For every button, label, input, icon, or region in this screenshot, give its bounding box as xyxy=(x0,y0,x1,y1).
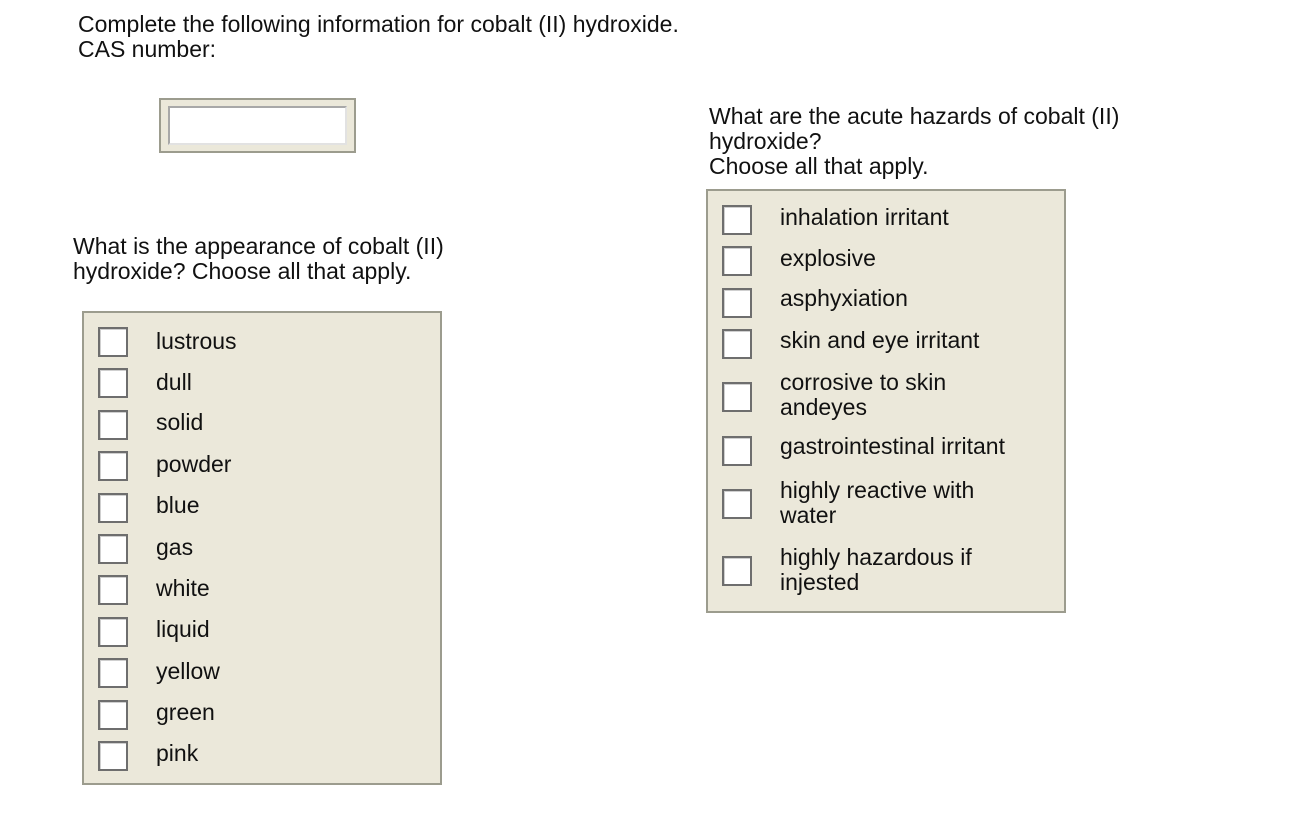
hazard-checkbox-hazardous-ingested[interactable] xyxy=(722,556,752,586)
appearance-checkbox-gas[interactable] xyxy=(98,534,128,564)
cas-number-field-frame xyxy=(159,98,356,153)
appearance-checkbox-yellow[interactable] xyxy=(98,658,128,688)
hazards-question-line-2: hydroxide? xyxy=(709,128,822,154)
hazard-option-label xyxy=(780,370,946,420)
appearance-option-label: solid xyxy=(156,409,204,435)
appearance-checkbox-solid[interactable] xyxy=(98,410,128,440)
appearance-checkbox-green[interactable] xyxy=(98,700,128,730)
hazard-option-label-line-1: explosive xyxy=(780,245,876,271)
appearance-option-label: powder xyxy=(156,451,232,477)
hazard-checkbox-reactive-water[interactable] xyxy=(722,489,752,519)
appearance-checkbox-dull[interactable] xyxy=(98,368,128,398)
hazard-option-label-line-1: corrosive to skin xyxy=(780,369,947,395)
appearance-option-label: white xyxy=(156,575,210,601)
appearance-checkbox-liquid[interactable] xyxy=(98,617,128,647)
hazard-option-label xyxy=(780,478,974,528)
appearance-question xyxy=(73,234,513,284)
hazard-option-label-line-1: asphyxiation xyxy=(780,285,908,311)
hazard-checkbox-skin-eye-irritant[interactable] xyxy=(722,329,752,359)
appearance-options-panel xyxy=(82,311,442,785)
appearance-checkbox-lustrous[interactable] xyxy=(98,327,128,357)
appearance-option-label: green xyxy=(156,699,215,725)
hazard-option-label-line-1: highly reactive with xyxy=(780,477,975,503)
hazards-question-line-1: What are the acute hazards of cobalt (II) xyxy=(709,103,1120,129)
hazard-checkbox-explosive[interactable] xyxy=(722,246,752,276)
appearance-option-label: pink xyxy=(156,740,199,766)
hazard-option-label xyxy=(780,246,876,271)
hazard-option-label xyxy=(780,434,1005,459)
appearance-checkbox-white[interactable] xyxy=(98,575,128,605)
hazards-question-line-3: Choose all that apply. xyxy=(709,153,929,179)
appearance-option-label: lustrous xyxy=(156,328,237,354)
instructions-line-1: Complete the following information for cobalt (II) hydroxide. xyxy=(78,11,679,37)
hazard-option-label-line-2: andeyes xyxy=(780,394,867,420)
hazard-checkbox-gastrointestinal[interactable] xyxy=(722,436,752,466)
appearance-checkbox-blue[interactable] xyxy=(98,493,128,523)
hazard-option-label-line-1: inhalation irritant xyxy=(780,204,949,230)
appearance-option-label: blue xyxy=(156,492,200,518)
appearance-option-label: gas xyxy=(156,534,194,560)
hazard-checkbox-corrosive[interactable] xyxy=(722,382,752,412)
cas-number-input[interactable] xyxy=(168,106,347,145)
hazard-option-label-line-2: injested xyxy=(780,569,860,595)
hazard-option-label-line-2: water xyxy=(780,502,837,528)
hazard-option-label-line-1: highly hazardous if xyxy=(780,544,972,570)
hazard-option-label xyxy=(780,286,908,311)
appearance-checkbox-powder[interactable] xyxy=(98,451,128,481)
hazard-checkbox-asphyxiation[interactable] xyxy=(722,288,752,318)
hazards-question xyxy=(709,104,1189,179)
hazard-option-label-line-1: gastrointestinal irritant xyxy=(780,433,1005,459)
hazards-options-panel xyxy=(706,189,1066,613)
hazard-option-label-line-1: skin and eye irritant xyxy=(780,327,980,353)
hazard-option-label xyxy=(780,545,972,595)
appearance-question-line-2: hydroxide? Choose all that apply. xyxy=(73,258,412,284)
appearance-option-label: yellow xyxy=(156,658,220,684)
hazard-option-label xyxy=(780,205,949,230)
appearance-option-label: dull xyxy=(156,369,192,395)
appearance-question-line-1: What is the appearance of cobalt (II) xyxy=(73,233,444,259)
appearance-checkbox-pink[interactable] xyxy=(98,741,128,771)
appearance-option-label: liquid xyxy=(156,616,210,642)
instructions xyxy=(78,12,679,62)
cas-number-label: CAS number: xyxy=(78,36,217,62)
hazard-checkbox-inhalation-irritant[interactable] xyxy=(722,205,752,235)
hazard-option-label xyxy=(780,328,979,353)
